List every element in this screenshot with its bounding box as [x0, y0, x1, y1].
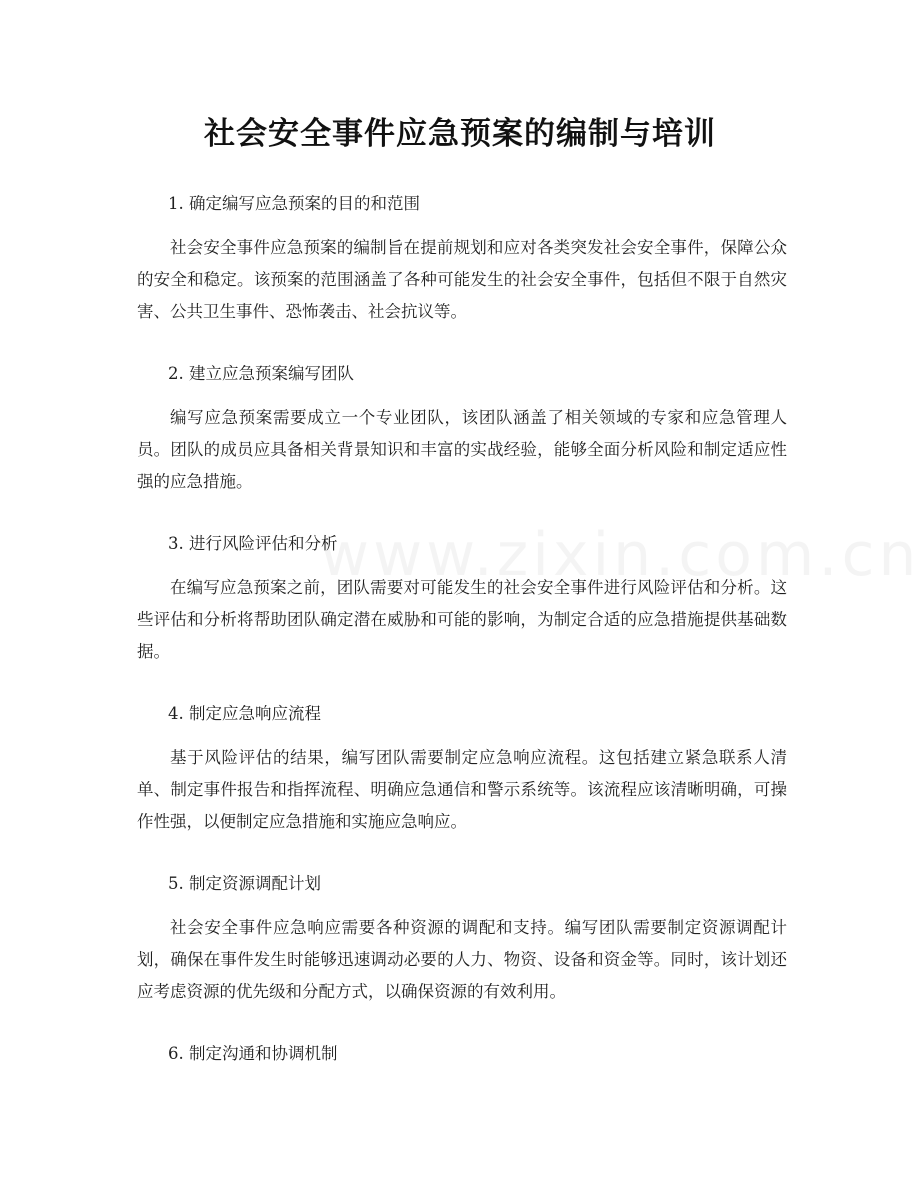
section-body-5: 社会安全事件应急响应需要各种资源的调配和支持。编写团队需要制定资源调配计划，确保在事件发生时能够迅速调动必要的人力、物资、设备和资金等。同时，该计划还应考虑资源的优先级和分配方式，以确保资源的有效利用。 — [137, 918, 787, 1001]
section-heading-4: 4. 制定应急响应流程 — [168, 704, 321, 723]
section-heading-5: 5. 制定资源调配计划 — [168, 874, 321, 893]
section-heading-6: 6. 制定沟通和协调机制 — [168, 1044, 338, 1063]
section-body-4: 基于风险评估的结果，编写团队需要制定应急响应流程。这包括建立紧急联系人清单、制定事件报告和指挥流程、明确应急通信和警示系统等。该流程应该清晰明确，可操作性强，以便制定应急措施和实施应急响应。 — [137, 748, 787, 831]
section-heading-1: 1. 确定编写应急预案的目的和范围 — [168, 194, 420, 213]
section-heading-2: 2. 建立应急预案编写团队 — [168, 364, 354, 383]
page-title: 社会安全事件应急预案的编制与培训 — [204, 116, 716, 152]
section-body-1: 社会安全事件应急预案的编制旨在提前规划和应对各类突发社会安全事件，保障公众的安全和稳定。该预案的范围涵盖了各种可能发生的社会安全事件，包括但不限于自然灾害、公共卫生事件、恐怖袭击、社会抗议等。 — [137, 238, 787, 321]
section-body-2: 编写应急预案需要成立一个专业团队，该团队涵盖了相关领域的专家和应急管理人员。团队的成员应具备相关背景知识和丰富的实战经验，能够全面分析风险和制定适应性强的应急措施。 — [137, 408, 787, 491]
section-body-3: 在编写应急预案之前，团队需要对可能发生的社会安全事件进行风险评估和分析。这些评估和分析将帮助团队确定潜在威胁和可能的影响，为制定合适的应急措施提供基础数据。 — [137, 578, 787, 661]
section-heading-3: 3. 进行风险评估和分析 — [168, 534, 338, 553]
